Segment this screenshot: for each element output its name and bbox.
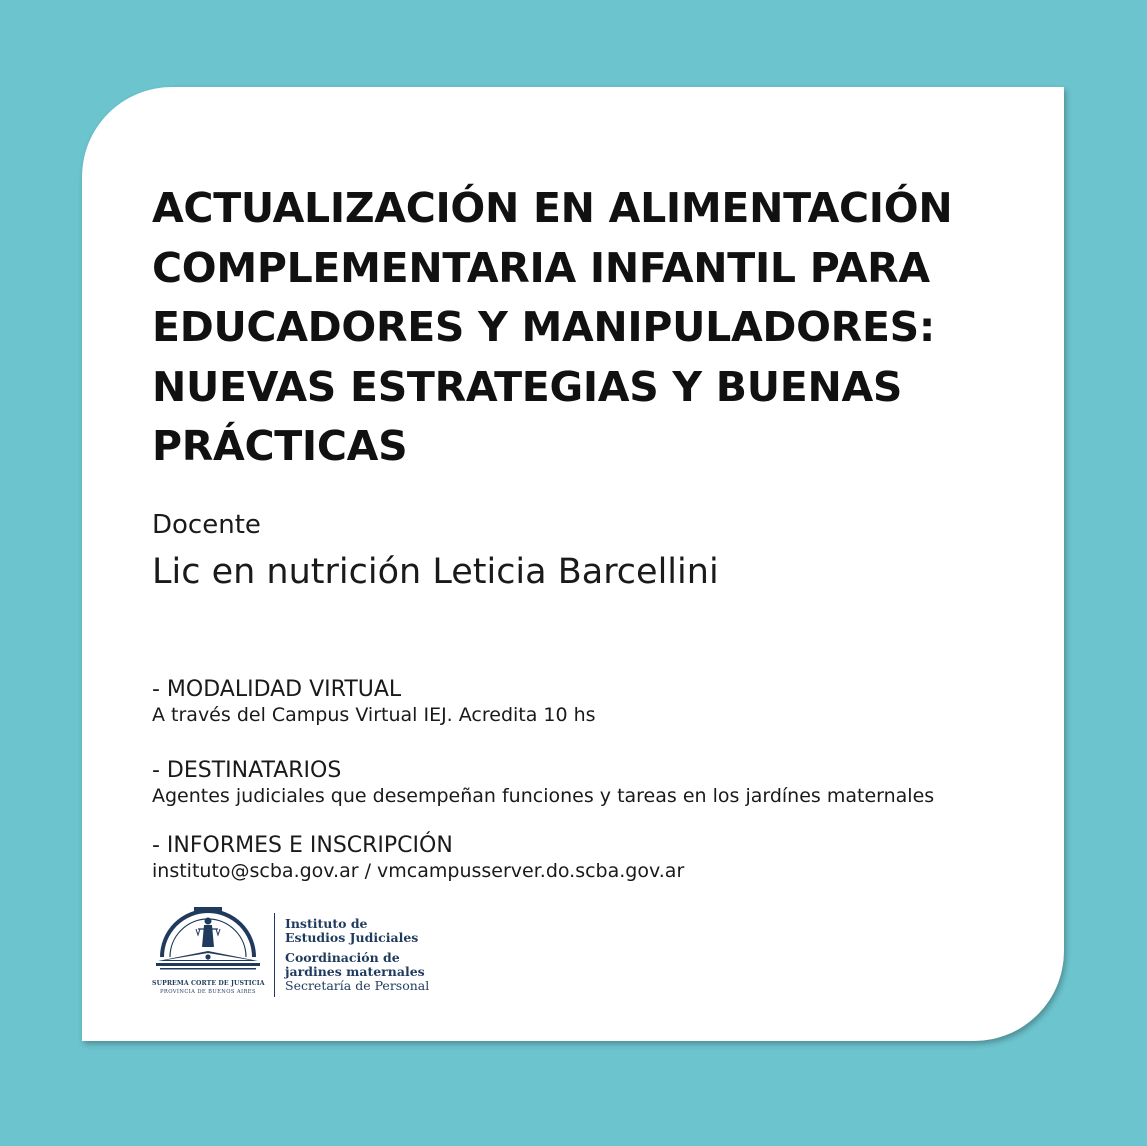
modalidad-detail: A través del Campus Virtual IEJ. Acredita 10 hs (152, 704, 596, 726)
informes-heading: - INFORMES E INSCRIPCIÓN (152, 833, 453, 858)
institution-logo (152, 907, 452, 1002)
content-card (82, 87, 1064, 1041)
modalidad-heading: - MODALIDAD VIRTUAL (152, 677, 402, 702)
logo-divider (274, 913, 275, 997)
docente-label: Docente (152, 510, 261, 540)
docente-name: Lic en nutrición Leticia Barcellini (152, 552, 719, 592)
title-line: PRÁCTICAS (152, 422, 408, 470)
title-line: NUEVAS ESTRATEGIAS Y BUENAS (152, 362, 903, 411)
secretaria-line: Secretaría de Personal (285, 978, 430, 993)
coordination-line: Coordinación de (285, 950, 400, 965)
destinatarios-heading: - DESTINATARIOS (152, 758, 342, 783)
informes-detail: instituto@scba.gov.ar / vmcampusserver.do.scba.gov.ar (152, 860, 685, 882)
informes-section (152, 833, 1052, 883)
title-line: EDUCADORES Y MANIPULADORES: (152, 303, 935, 351)
destinatarios-section (152, 758, 1052, 808)
destinatarios-detail: Agentes judiciales que desempeñan funciones y tareas en los jardínes maternales (152, 785, 935, 807)
title-line: COMPLEMENTARIA INFANTIL PARA (152, 243, 930, 292)
seal-caption: SUPREMA CORTE DE JUSTICIA (152, 980, 265, 987)
institute-text (285, 917, 429, 993)
institute-line: Estudios Judiciales (285, 930, 419, 945)
institute-line: Instituto de (285, 916, 368, 931)
seal-subcaption: PROVINCIA DE BUENOS AIRES (160, 989, 256, 995)
title-line: ACTUALIZACIÓN EN ALIMENTACIÓN (152, 184, 953, 232)
coordination-line: jardines maternales (285, 964, 425, 979)
modalidad-section (152, 677, 1052, 727)
course-title (152, 179, 1032, 477)
